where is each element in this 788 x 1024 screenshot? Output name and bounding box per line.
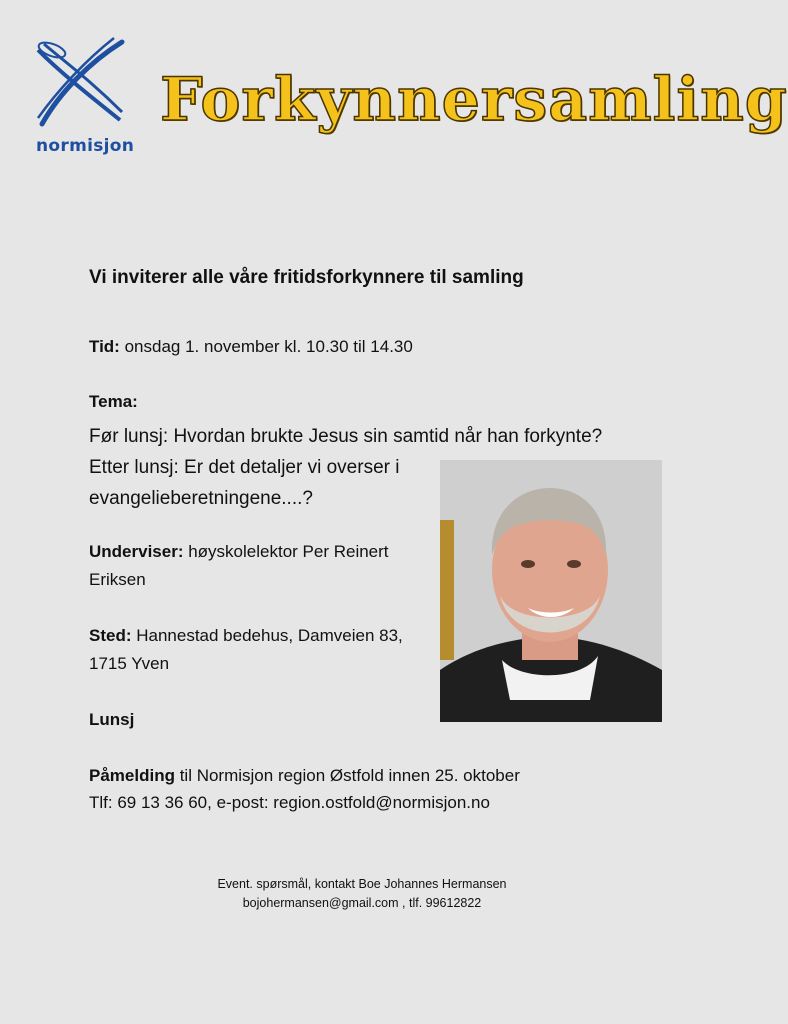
sted-label: Sted: xyxy=(89,626,132,645)
underviser-line xyxy=(89,542,389,562)
sted-line xyxy=(89,626,403,646)
intro-heading: Vi inviterer alle våre fritidsforkynnere til samling xyxy=(89,267,524,288)
footer-line-2: bojohermansen@gmail.com , tlf. 99612822 xyxy=(242,896,482,910)
underviser-label: Underviser: xyxy=(89,542,184,561)
speaker-photo xyxy=(440,460,662,722)
contact-line: Tlf: 69 13 36 60, e-post: region.ostfold@normisjon.no xyxy=(89,793,490,812)
tema-line-1: Før lunsj: Hvordan brukte Jesus sin samtid når han forkynte? xyxy=(89,426,603,447)
underviser-value: høyskolelektor Per Reinert xyxy=(188,542,389,561)
footer-line-1: Event. spørsmål, kontakt Boe Johannes Hermansen xyxy=(217,877,507,891)
normisjon-logo xyxy=(30,32,140,162)
logo-text: normisjon xyxy=(36,136,135,156)
pamelding-label: Påmelding xyxy=(89,766,175,785)
sted-value-2: 1715 Yven xyxy=(89,654,170,673)
tema-label: Tema: xyxy=(89,392,138,411)
page-title: Forkynnersamling xyxy=(160,65,788,135)
speaker-portrait-icon xyxy=(440,460,662,722)
tid-line xyxy=(89,337,413,357)
tid-value: onsdag 1. november kl. 10.30 til 14.30 xyxy=(124,337,413,356)
lunsj-label: Lunsj xyxy=(89,710,135,729)
pamelding-line xyxy=(89,766,520,786)
sted-value: Hannestad bedehus, Damveien 83, xyxy=(136,626,403,645)
tema-line-3: evangelieberetningene....? xyxy=(89,488,313,509)
pamelding-value: til Normisjon region Østfold innen 25. oktober xyxy=(179,766,520,785)
tid-label: Tid: xyxy=(89,337,120,356)
normisjon-cross-icon xyxy=(30,32,130,132)
tema-line-2: Etter lunsj: Er det detaljer vi overser i xyxy=(89,457,400,478)
underviser-value-2: Eriksen xyxy=(89,570,146,589)
